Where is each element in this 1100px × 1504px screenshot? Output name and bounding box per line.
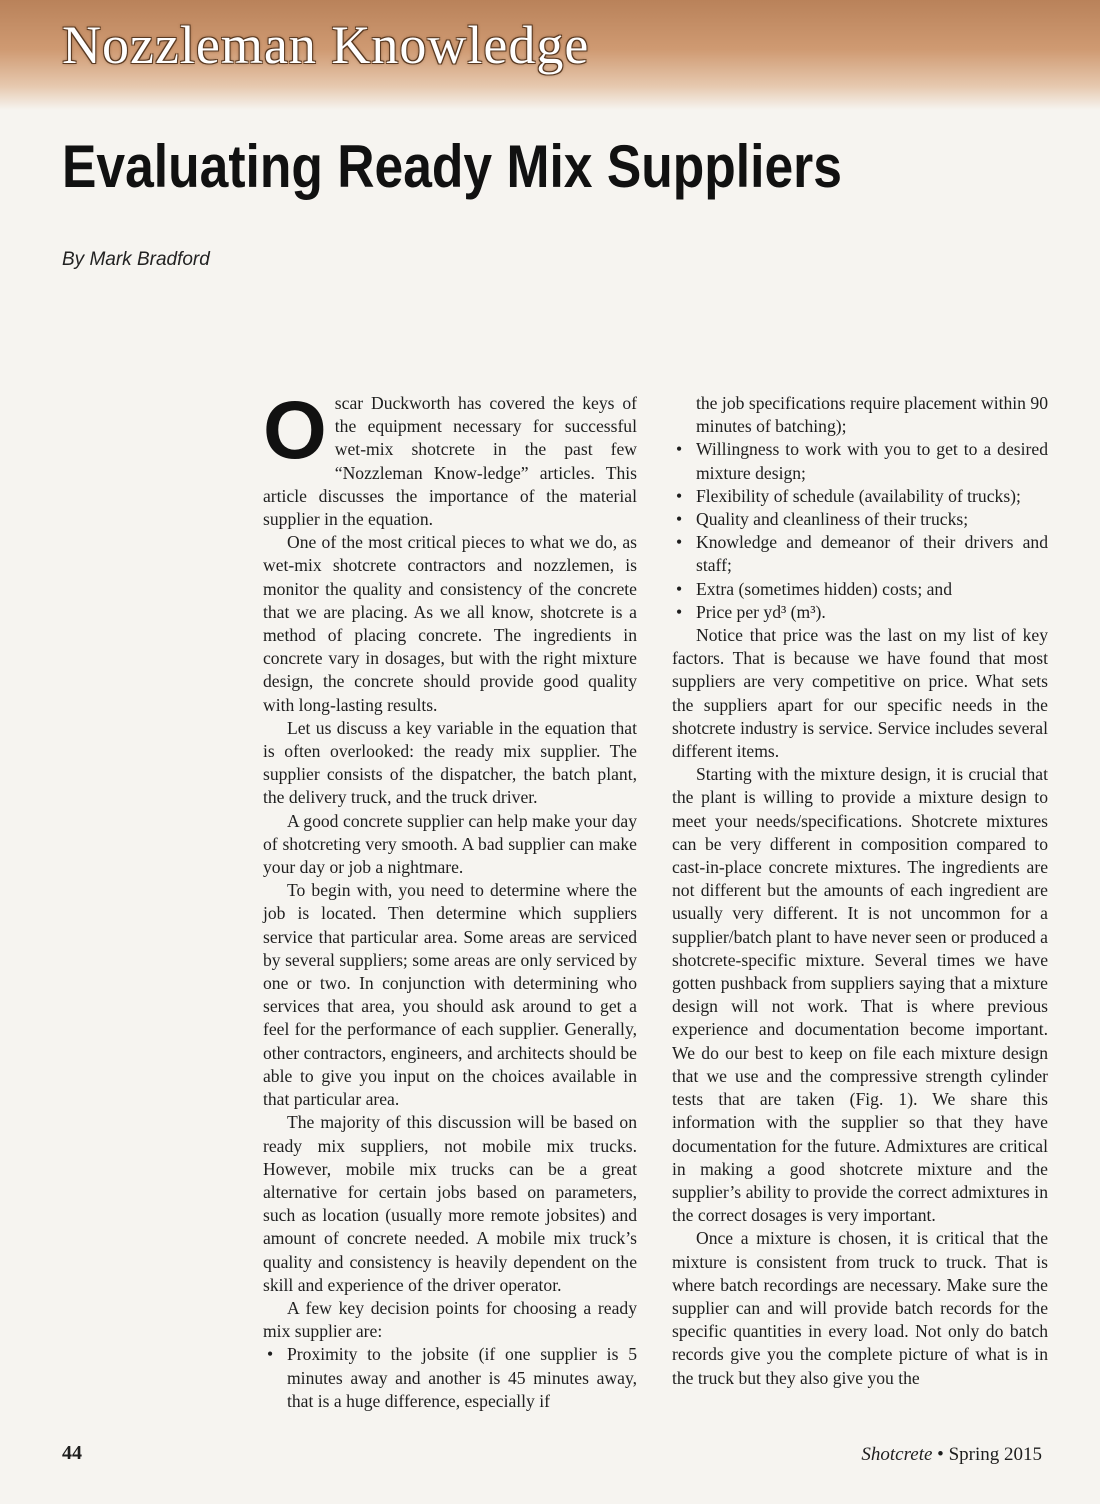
magazine-name: Shotcrete [861, 1444, 933, 1465]
list-item: • Quality and cleanliness of their trucks; [672, 508, 1048, 531]
publication-footer [861, 1444, 1042, 1466]
paragraph: Let us discuss a key variable in the equation that is often overlooked: the ready mix supplier. The supplier consists of the dispatcher, the batch plant, the delivery truck, and the truck driver. [263, 717, 637, 808]
paragraph: Notice that price was the last on my list of key factors. That is because we have found that most suppliers are very competitive on price. What sets the suppliers apart for our specific needs in the shotcrete industry is service. Service includes several different items. [672, 625, 1048, 762]
list-item: • Proximity to the jobsite (if one supplier is 5 minutes away and another is 45 minutes away, that is a huge difference, especially if [263, 1343, 637, 1413]
list-item: • Knowledge and demeanor of their drivers and staff; [672, 531, 1048, 577]
article-title: Evaluating Ready Mix Suppliers [62, 133, 842, 200]
list-item-continuation: the job specifications require placement within 90 minutes of batching); [696, 393, 1048, 437]
paragraph: A good concrete supplier can help make your day of shotcreting very smooth. A bad supplier can make your day or job a nightmare. [263, 810, 637, 878]
page-number: 44 [62, 1442, 82, 1464]
decision-points-list [263, 1343, 637, 1413]
section-heading: Nozzleman Knowledge [62, 15, 590, 75]
decision-points-list [672, 438, 1048, 624]
paragraph: The majority of this discussion will be based on ready mix suppliers, not mobile mix trucks. However, mobile mix trucks can be a great alternative for certain jobs based on parameters, such as location (usually more remote jobsites) and amount of concrete needed. A mobile mix truck’s quality and consistency is heavily dependent on the skill and experience of the driver operator. [263, 1112, 637, 1295]
right-column [672, 392, 1048, 1390]
author-byline: By Mark Bradford [62, 249, 210, 270]
list-item: • Flexibility of schedule (availability of trucks); [672, 485, 1048, 508]
paragraph: A few key decision points for choosing a ready mix supplier are: [263, 1297, 637, 1342]
paragraph: One of the most critical pieces to what we do, as wet-mix shotcrete contractors and nozzlemen, is monitor the quality and consistency of the concrete that we are placing. As we all know, shotcrete is a method of placing concrete. The ingredients in concrete vary in dosages, but with the right mixture design, the concrete should provide good quality with long-lasting results. [263, 532, 637, 715]
list-item: • Price per yd³ (m³). [672, 601, 1048, 624]
paragraph: Once a mixture is chosen, it is critical that the mixture is consistent from truck to truck. That is where batch recordings are necessary. Make sure the supplier can and will provide batch records for the specific quantities in every load. Not only do batch records give you the complete picture of what is in the truck but they also give you the [672, 1228, 1048, 1388]
drop-cap: O [263, 385, 327, 476]
issue-date: Spring 2015 [948, 1444, 1042, 1465]
list-item: • Extra (sometimes hidden) costs; and [672, 578, 1048, 601]
footer-separator: • [932, 1444, 949, 1465]
paragraph: Starting with the mixture design, it is crucial that the plant is willing to provide a mixture design to meet your needs/specifications. Shotcrete mixtures can be very different in composition compared to cast-in-place concrete mixtures. The ingredients are not different but the amounts of each ingredient are usually very different. It is not uncommon for a supplier/batch plant to have never seen or produced a shotcrete-specific mixture. Several times we have gotten pushback from suppliers saying that a mixture design will not work. That is where previous experience and documentation become important. We do our best to keep on file each mixture design that we use and the compressive strength cylinder tests that are taken (Fig. 1). We share this information with the supplier so that they have documentation for the future. Admixtures are critical in making a good shotcrete mixture and the supplier’s ability to provide the correct admixtures in the correct dosages is very important. [672, 764, 1048, 1226]
left-column [263, 385, 637, 1413]
paragraph: To begin with, you need to determine where the job is located. Then determine which suppliers service that particular area. Some areas are serviced by several suppliers; some areas are only serviced by one or two. In conjunction with determining who services that area, you should ask around to get a feel for the performance of each supplier. Generally, other contractors, engineers, and architects should be able to give you input on the choices available in that particular area. [263, 880, 637, 1110]
list-item: • Willingness to work with you to get to a desired mixture design; [672, 438, 1048, 484]
paragraph-intro: Oscar Duckworth has covered the keys of the equipment necessary for successful wet-mix shotcrete in the past few “Nozzleman Know-ledge” articles. This article discusses the importance of the material supplier in the equation. [263, 385, 637, 530]
